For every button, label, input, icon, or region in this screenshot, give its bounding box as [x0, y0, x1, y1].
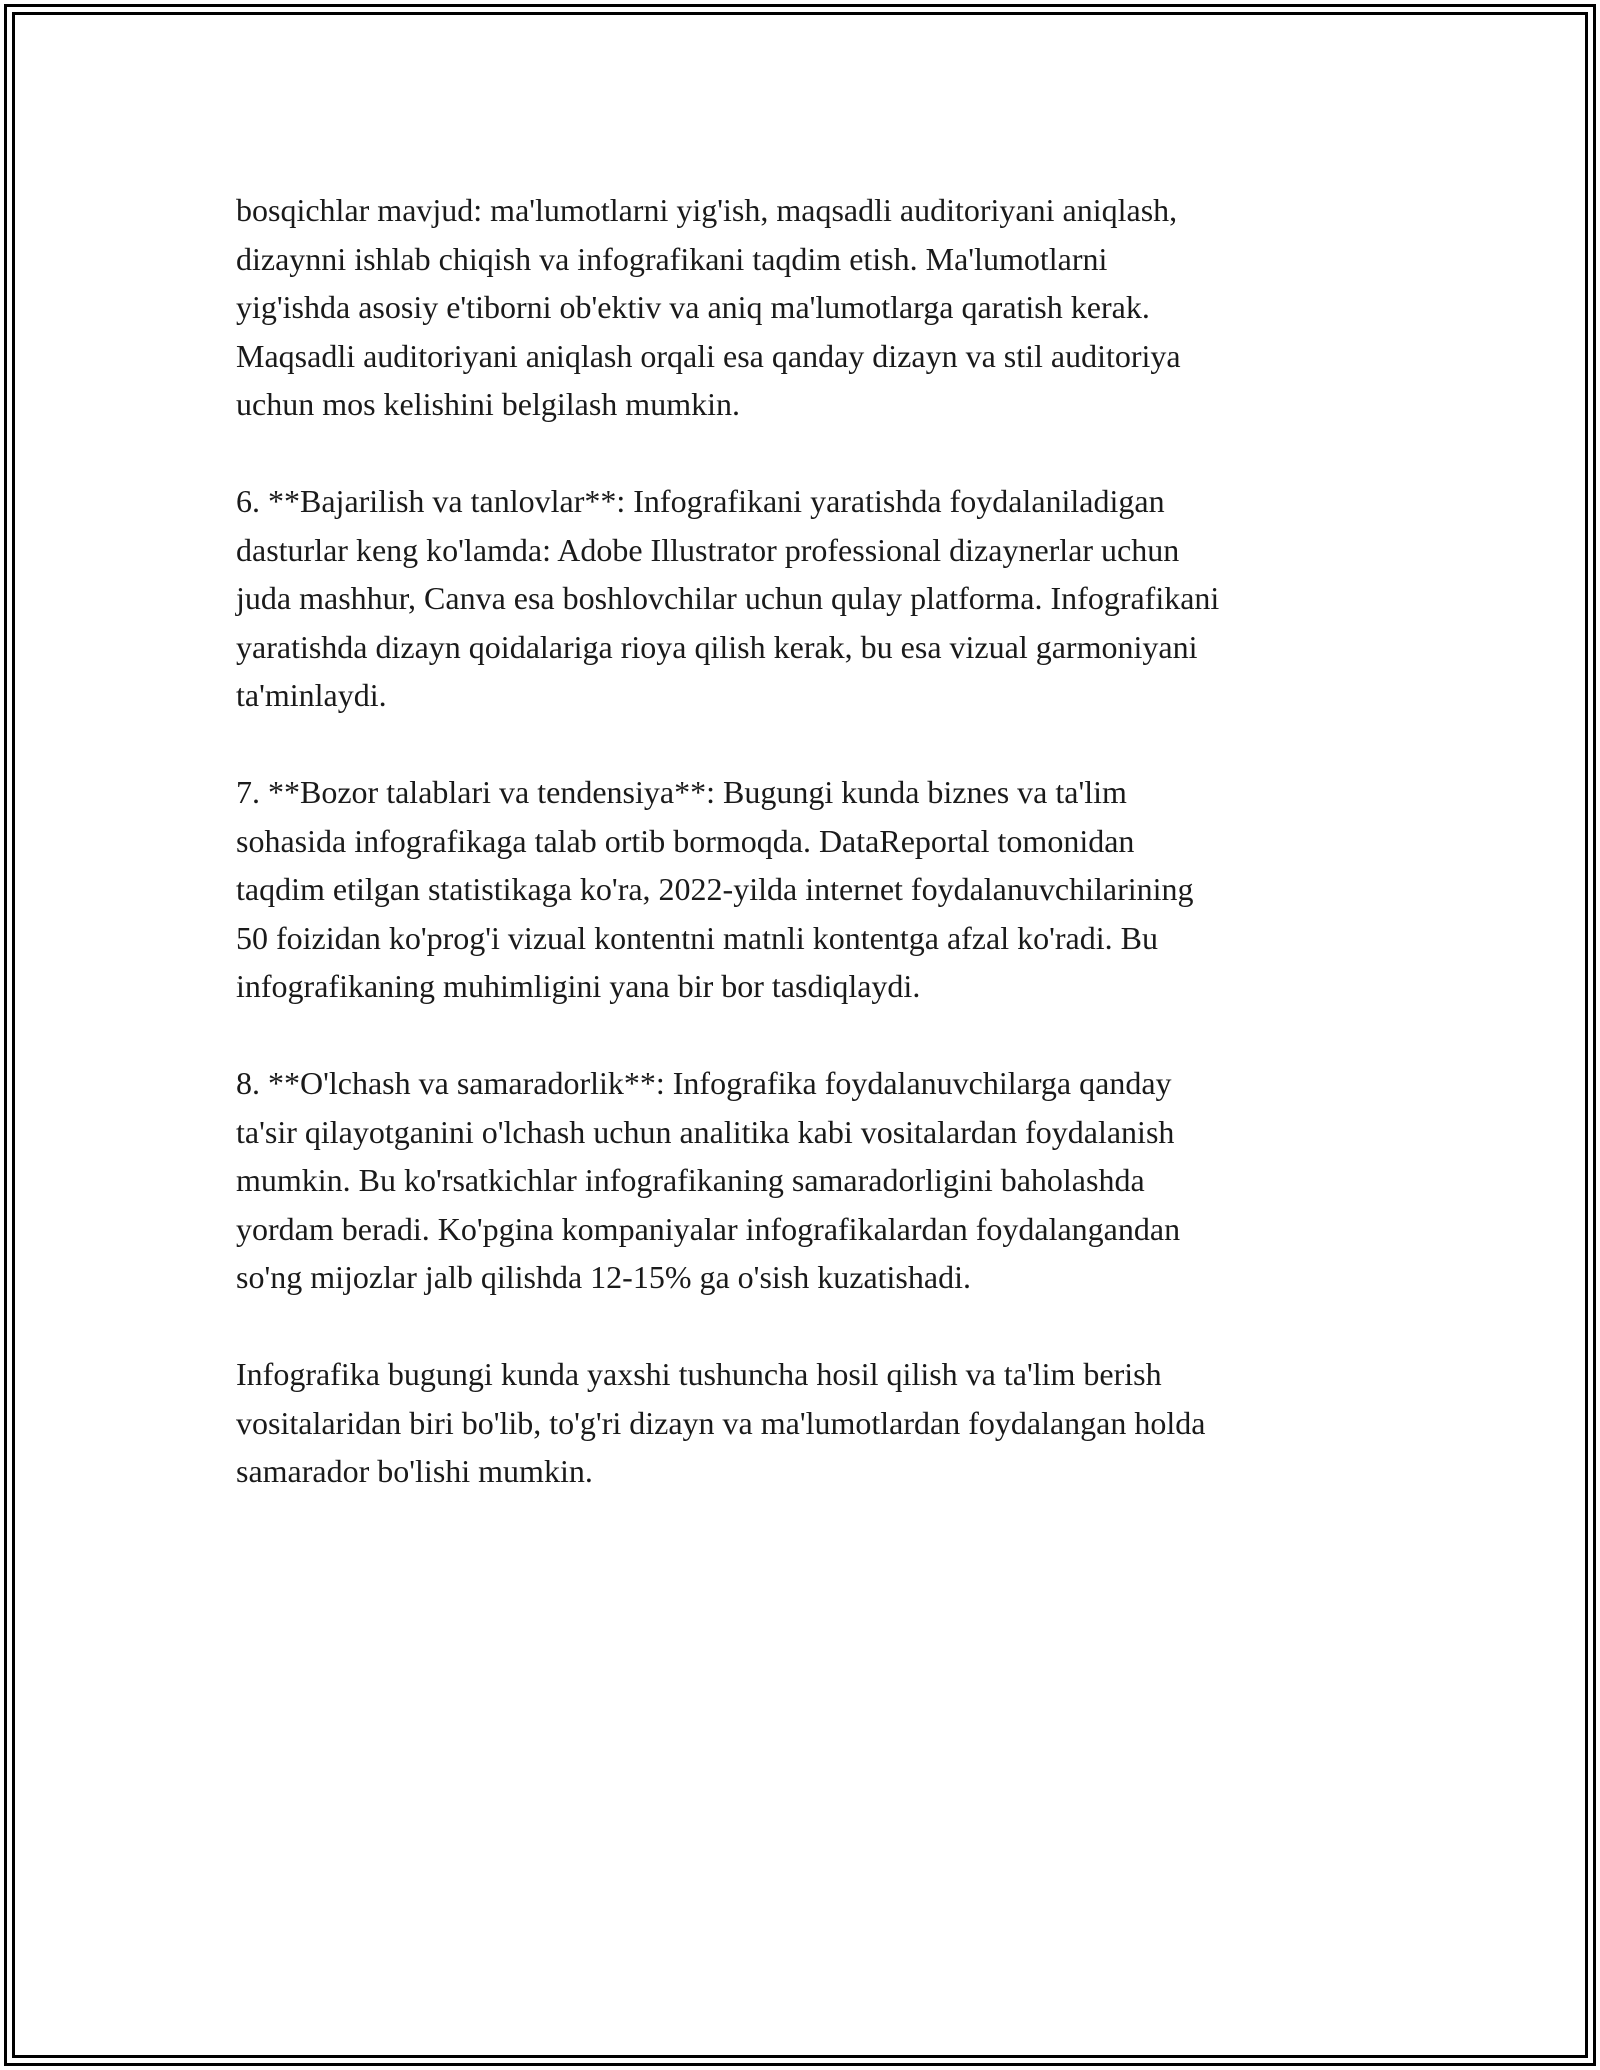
paragraph-item-8 — [236, 1059, 1366, 1302]
text-line: Maqsadli auditoriyani aniqlash orqali esa qanday dizayn va stil auditoriya — [236, 337, 1181, 374]
text-line: 6. **Bajarilish va tanlovlar**: Infografikani yaratishda foydalaniladigan — [236, 483, 1165, 519]
text-line: bosqichlar mavjud: ma'lumotlarni yig'ish, maqsadli auditoriyani aniqlash, — [236, 192, 1178, 228]
text-line: samarador bo'lishi mumkin. — [236, 1453, 593, 1489]
paragraph-item-6 — [236, 477, 1366, 720]
text-line: dizaynni ishlab chiqish va infografikani taqdim etish. Ma'lumotlarni — [236, 240, 1108, 277]
text-line: taqdim etilgan statistikaga ko'ra, 2022-yilda internet foydalanuvchilarining — [236, 871, 1194, 907]
text-line: so'ng mijozlar jalb qilishda 12-15% ga o'sish kuzatishadi. — [236, 1259, 971, 1295]
text-line: infografikaning muhimligini yana bir bor tasdiqlaydi. — [236, 968, 921, 1004]
paragraph-stages — [236, 186, 1366, 429]
text-line: ta'sir qilayotganini o'lchash uchun analitika kabi vositalardan foydalanish — [236, 1113, 1175, 1150]
text-line: juda mashhur, Canva esa boshlovchilar uchun qulay platforma. Infografikani — [236, 580, 1220, 616]
text-line: dasturlar keng ko'lamda: Adobe Illustrator professional dizaynerlar uchun — [236, 531, 1180, 568]
text-line: 7. **Bozor talablari va tendensiya**: Bugungi kunda biznes va ta'lim — [236, 774, 1127, 810]
paragraph-conclusion — [236, 1350, 1366, 1496]
text-line: yig'ishda asosiy e'tiborni ob'ektiv va aniq ma'lumotlarga qaratish kerak. — [236, 289, 1150, 325]
text-line: sohasida infografikaga talab ortib bormoqda. DataReportal tomonidan — [236, 822, 1135, 859]
text-line: vositalaridan biri bo'lib, to'g'ri dizayn va ma'lumotlardan foydalangan holda — [236, 1404, 1206, 1441]
text-line: yaratishda dizayn qoidalariga rioya qilish kerak, bu esa vizual garmoniyani — [236, 628, 1198, 665]
text-line: 8. **O'lchash va samaradorlik**: Infografika foydalanuvchilarga qanday — [236, 1065, 1172, 1101]
text-line: mumkin. Bu ko'rsatkichlar infografikaning samaradorligini baholashda — [236, 1162, 1145, 1198]
document-body — [236, 186, 1366, 1544]
text-line: ta'minlaydi. — [236, 677, 387, 713]
text-line: Infografika bugungi kunda yaxshi tushuncha hosil qilish va ta'lim berish — [236, 1356, 1162, 1392]
text-line: yordam beradi. Ko'pgina kompaniyalar infografikalardan foydalangandan — [236, 1210, 1181, 1247]
text-line: 50 foizidan ko'prog'i vizual kontentni matnli kontentga afzal ko'radi. Bu — [236, 919, 1158, 956]
paragraph-item-7 — [236, 768, 1366, 1011]
text-line: uchun mos kelishini belgilash mumkin. — [236, 386, 740, 422]
